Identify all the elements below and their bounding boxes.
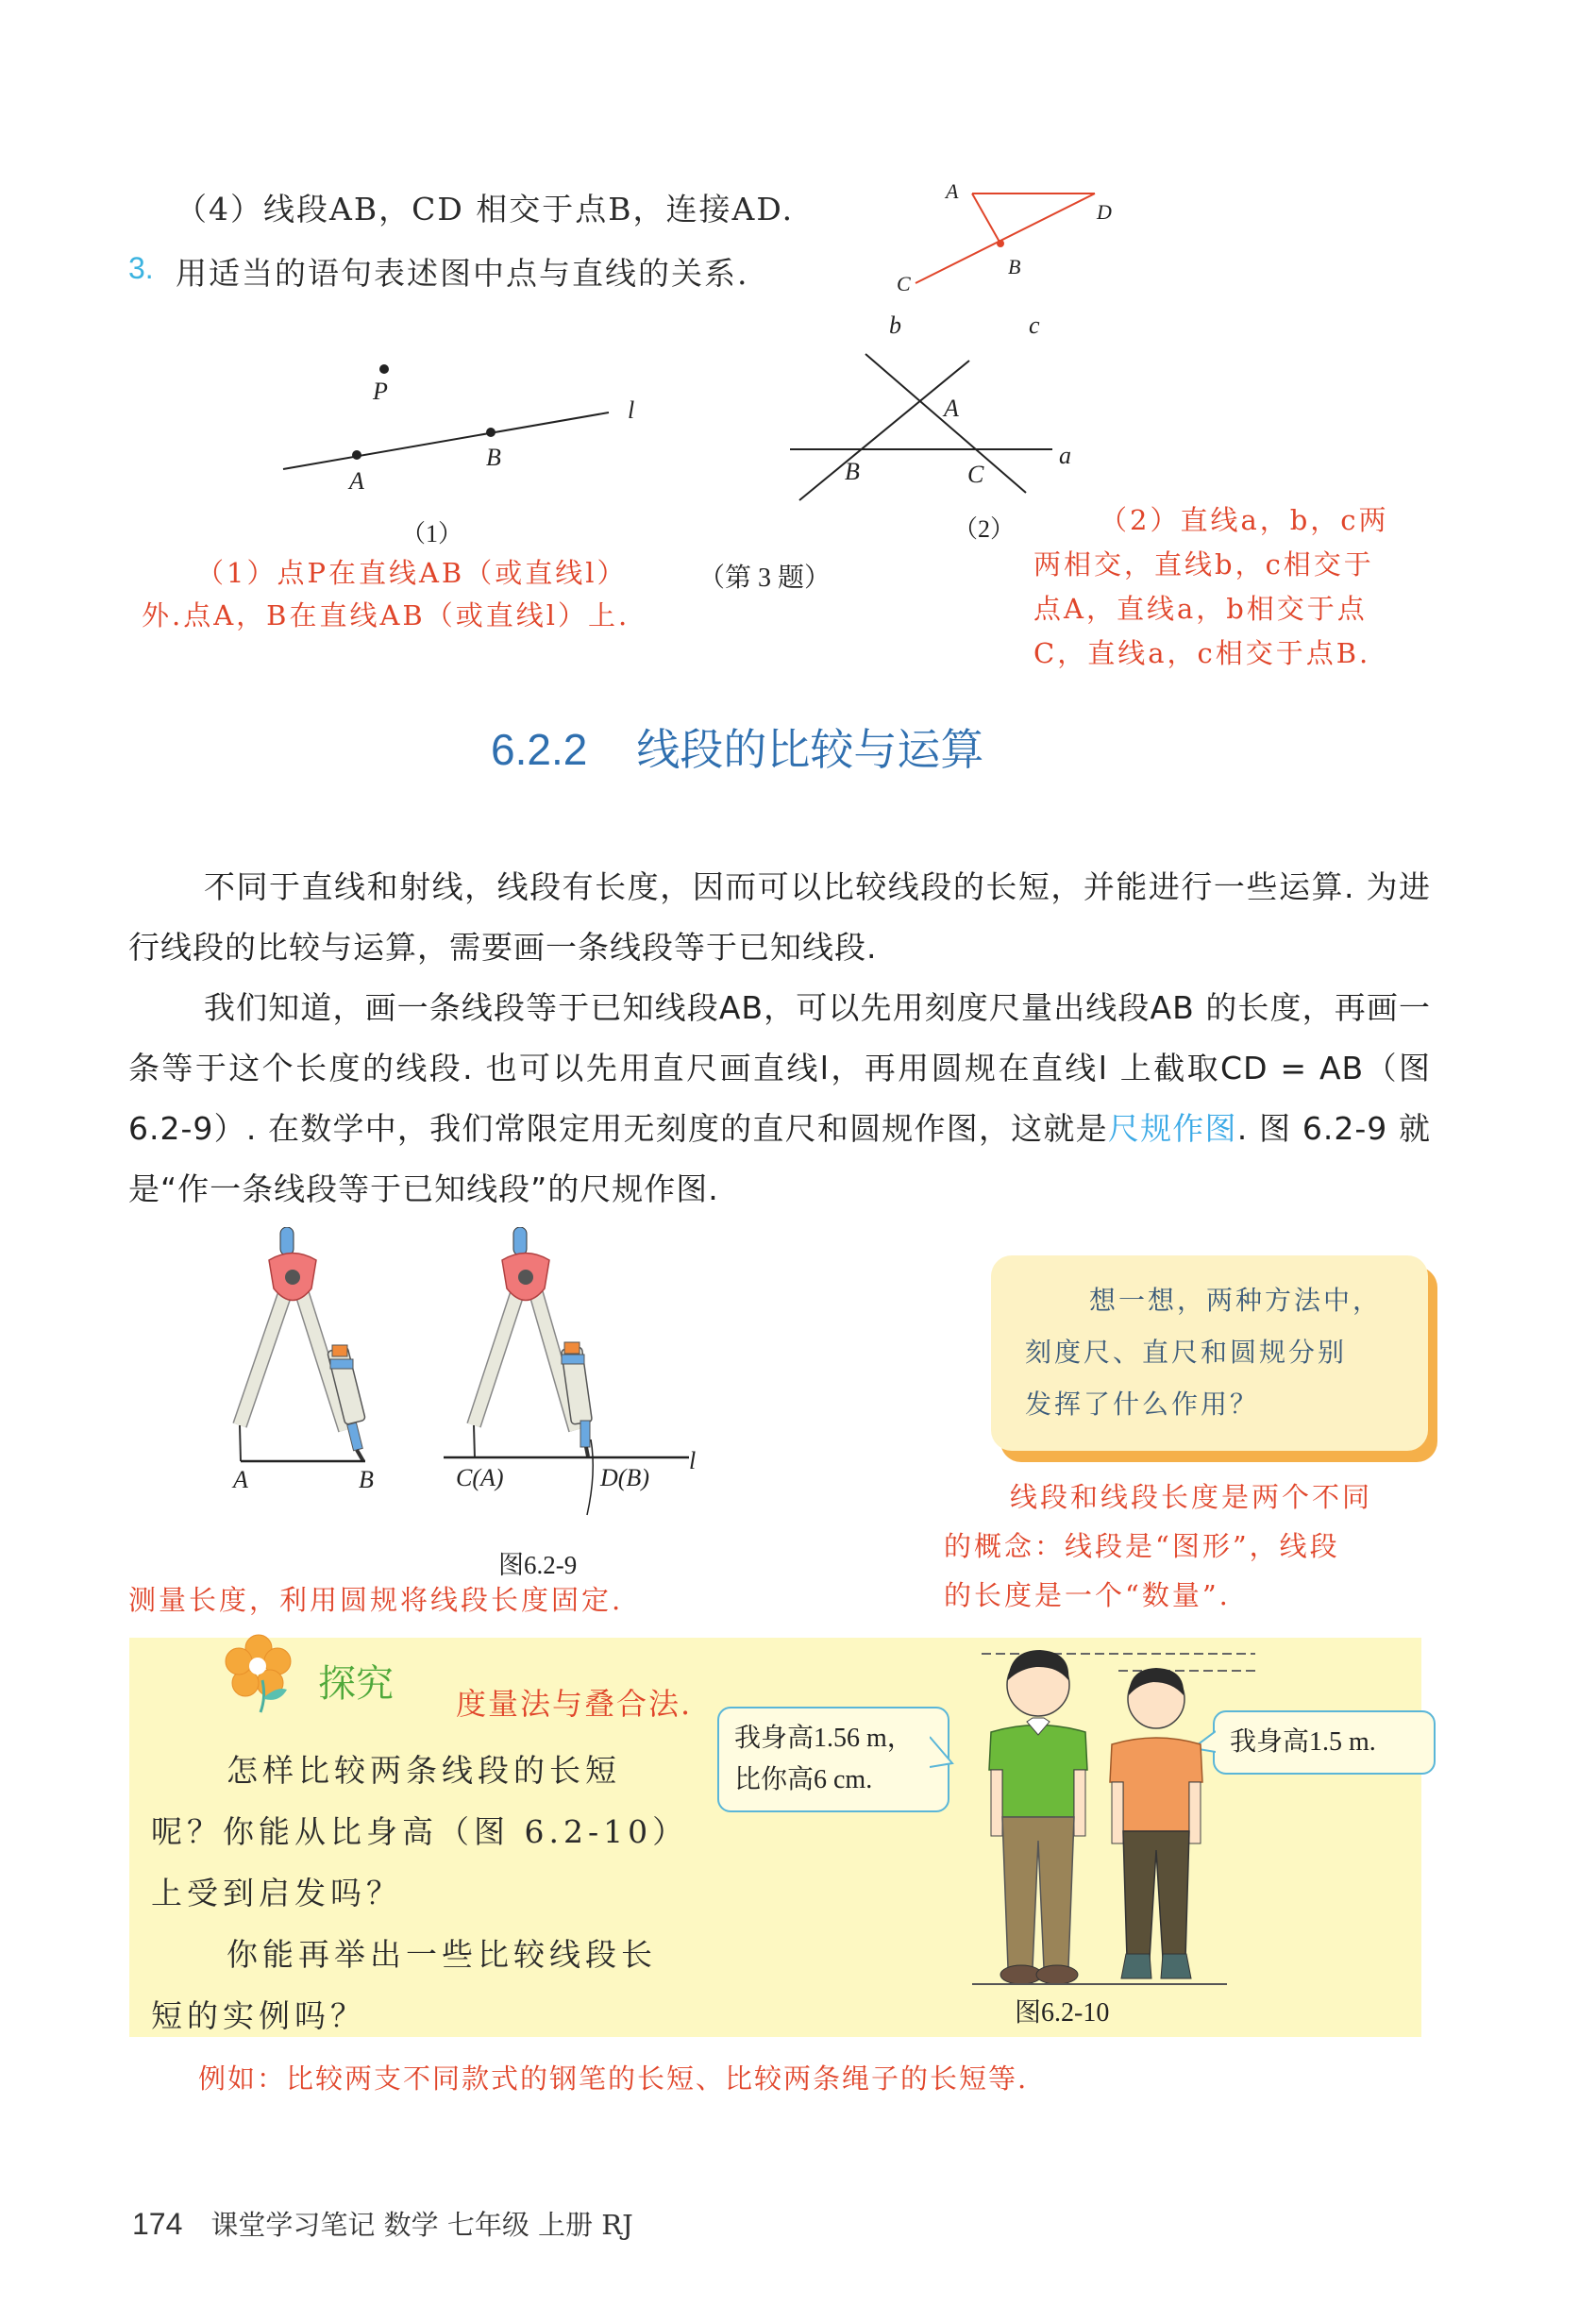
speech-bubble-right: 我身高1.5 m. <box>1213 1710 1436 1775</box>
tall-boy-icon <box>989 1650 1087 1984</box>
explore-text <box>151 1740 680 2046</box>
paragraph-2 <box>128 978 1431 1220</box>
question-figure-caption: （第 3 题） <box>698 564 832 593</box>
paragraph-2-a: 我们知道，画一条线段等于已知线段AB，可以先用刻度尺量出线段AB 的长度，再画一条等于这个长度的线段. 也可以先用直尺画直线l，再用圆规在直线l 上截取CD = AB（图 6.2-9）. 在数学中，我们常限定用无刻度的直尺和圆规作图，这就是 <box>128 989 1431 1147</box>
bubble-left-line: 比你高6 cm. <box>734 1765 873 1794</box>
label-A2: A <box>944 395 959 422</box>
label-l: l <box>628 396 635 424</box>
think-line: 发挥了什么作用？ <box>1025 1389 1260 1420</box>
section-number: 6.2.2 <box>491 725 588 774</box>
speech-bubble-left <box>717 1707 949 1812</box>
paragraph-2-b: . 图 6.2-9 就是“作一条线段等于已知线段”的尺规作图. <box>128 1110 1432 1207</box>
figure-6-2-9-caption: 图6.2-9 <box>498 1551 578 1579</box>
concept-line: 的概念：线段是“图形”，线段 <box>944 1530 1340 1562</box>
label-c: c <box>1029 311 1040 339</box>
explore-paragraph-1: 怎样比较两条线段的长短呢？你能从比身高（图 6.2-10）上受到启发吗？ <box>151 1752 673 1911</box>
bubble-left-line: 我身高1.56 m， <box>734 1724 914 1753</box>
answer-2-line: 点A，直线a，b相交于点 <box>1033 593 1368 625</box>
label-B: B <box>486 444 501 471</box>
body-text <box>128 857 1431 1220</box>
label-CA: C(A) <box>456 1464 504 1491</box>
think-box <box>991 1255 1428 1451</box>
figure-1-point-line <box>274 349 670 510</box>
label-A: A <box>349 467 364 495</box>
label-B2: B <box>845 458 860 485</box>
svg-text:A: A <box>946 179 959 203</box>
example-note: 例如：比较两支不同款式的钢笔的长短、比较两条绳子的长短等. <box>198 2062 1029 2095</box>
answer-2-line: 两相交，直线b，c相交于 <box>1033 548 1374 581</box>
svg-text:B: B <box>1008 255 1021 278</box>
figure-2-caption: （2） <box>953 515 1016 543</box>
page-number: 174 <box>132 2207 183 2241</box>
explore-answer-note: 度量法与叠合法. <box>456 1686 693 1722</box>
think-line: 刻度尺、直尺和圆规分别 <box>1025 1337 1348 1368</box>
figure-6-2-9-compasses <box>217 1227 916 1539</box>
concept-line: 的长度是一个“数量”. <box>944 1579 1231 1611</box>
label-A-fig629: A <box>233 1466 248 1493</box>
label-P: P <box>373 378 388 405</box>
paragraph-1: 不同于直线和射线，线段有长度，因而可以比较线段的长短，并能进行一些运算. 为进行线段的比较与运算，需要画一条线段等于已知线段. <box>128 868 1431 966</box>
answer-2-line: C，直线a，c相交于点B. <box>1033 637 1371 669</box>
compass-left-icon <box>240 1227 365 1461</box>
label-b: b <box>889 311 901 339</box>
section-title-text: 线段的比较与运算 <box>636 724 984 775</box>
figure-6-2-10-caption: 图6.2-10 <box>1015 1998 1110 2028</box>
figure-item4-diagram <box>887 179 1133 293</box>
answer-2 <box>1033 498 1389 676</box>
question-text: 用适当的语句表述图中点与直线的关系. <box>176 255 749 292</box>
concept-line: 线段和线段长度是两个不同 <box>1010 1481 1373 1513</box>
bubble-left-tail-icon <box>930 1735 954 1769</box>
term-ruler-compass: 尺规作图 <box>1107 1110 1237 1147</box>
explore-paragraph-2: 你能再举出一些比较线段长短的实例吗？ <box>151 1936 657 2034</box>
measure-note: 测量长度，利用圆规将线段长度固定. <box>128 1584 624 1616</box>
short-boy-icon <box>1110 1668 1202 1978</box>
figure-6-2-10-boys <box>953 1642 1255 1992</box>
label-a: a <box>1059 442 1071 469</box>
svg-text:D: D <box>1097 200 1112 224</box>
svg-text:C: C <box>897 272 911 293</box>
label-C2: C <box>967 461 984 488</box>
question-number: 3. <box>128 251 154 285</box>
page-footer <box>132 2204 633 2243</box>
figure-1-caption: （1） <box>401 520 463 547</box>
answer-1-line2: 外.点A，B在直线AB（或直线l）上. <box>142 599 630 631</box>
exercise-item-4: （4）线段AB，CD 相交于点B，连接AD. <box>176 191 795 227</box>
label-DB: D(B) <box>600 1464 649 1491</box>
flower-icon <box>225 1631 295 1716</box>
label-l-fig629: l <box>689 1447 697 1474</box>
book-title: 课堂学习笔记 数学 七年级 上册 RJ <box>210 2209 633 2241</box>
think-line: 想一想，两种方法中， <box>1089 1285 1383 1316</box>
label-B-fig629: B <box>359 1466 374 1493</box>
explore-title: 探究 <box>318 1662 394 1706</box>
concept-note <box>944 1473 1372 1620</box>
section-title <box>491 715 983 778</box>
answer-2-line: （2）直线a，b，c两 <box>1100 504 1389 536</box>
answer-1-line1: （1）点P在直线AB（或直线l） <box>196 557 628 589</box>
